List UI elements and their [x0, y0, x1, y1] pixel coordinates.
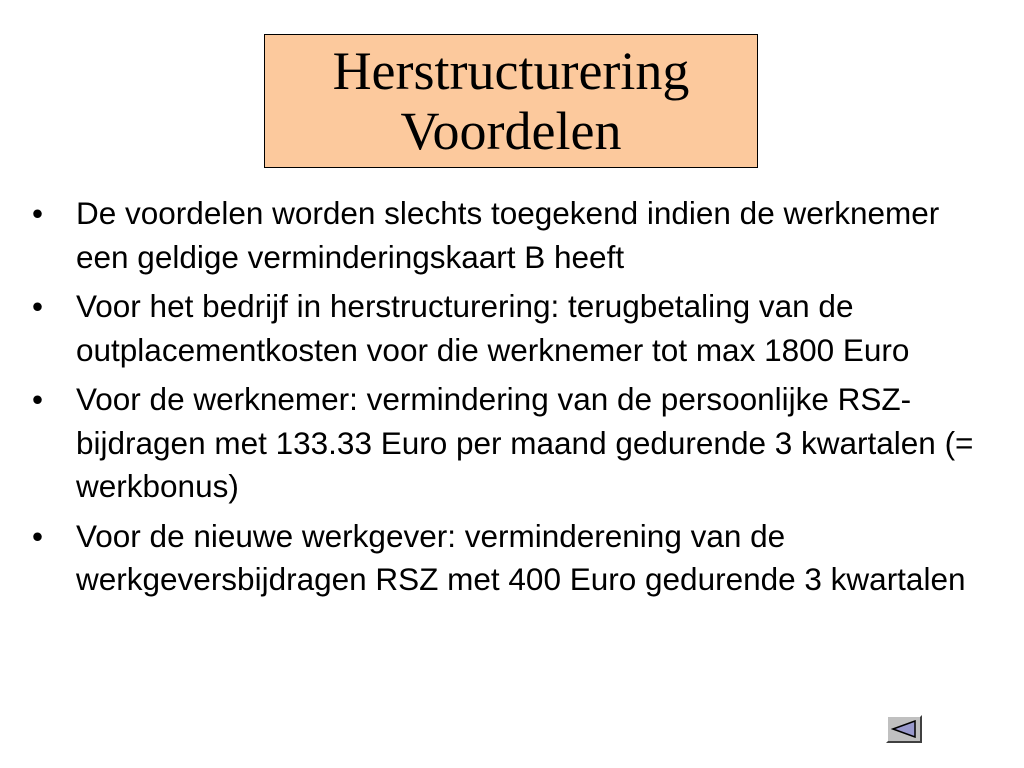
- bullet-text: Voor de nieuwe werkgever: verminderening van de werkgeversbijdragen RSZ met 400 Euro gedurende 3 kwartalen: [76, 517, 966, 597]
- bullet-item: [32, 192, 997, 279]
- bullet-list: [32, 192, 997, 608]
- bullet-item: [32, 515, 997, 602]
- bullet-marker: •: [32, 195, 44, 231]
- slide-title-line-1: Herstructurering: [332, 41, 690, 101]
- bullet-text: Voor het bedrijf in herstructurering: terugbetaling van de outplacementkosten voor die werknemer tot max 1800 Euro: [76, 288, 910, 368]
- bullet-text: De voordelen worden slechts toegekend indien de werknemer een geldige verminderingskaart B heeft: [76, 195, 940, 275]
- triangle-left-icon: [891, 720, 917, 738]
- bullet-marker: •: [32, 381, 44, 417]
- bullet-marker: •: [32, 517, 44, 554]
- bullet-item: [32, 378, 997, 509]
- back-button[interactable]: [886, 715, 922, 743]
- slide-title-line-2: Voordelen: [400, 101, 622, 161]
- title-box: [264, 34, 758, 168]
- bullet-item: [32, 285, 997, 372]
- bullet-text: Voor de werknemer: vermindering van de persoonlijke RSZ-bijdragen met 133.33 Euro per maand gedurende 3 kwartalen (= werkbonus): [76, 381, 974, 504]
- bullet-marker: •: [32, 288, 44, 324]
